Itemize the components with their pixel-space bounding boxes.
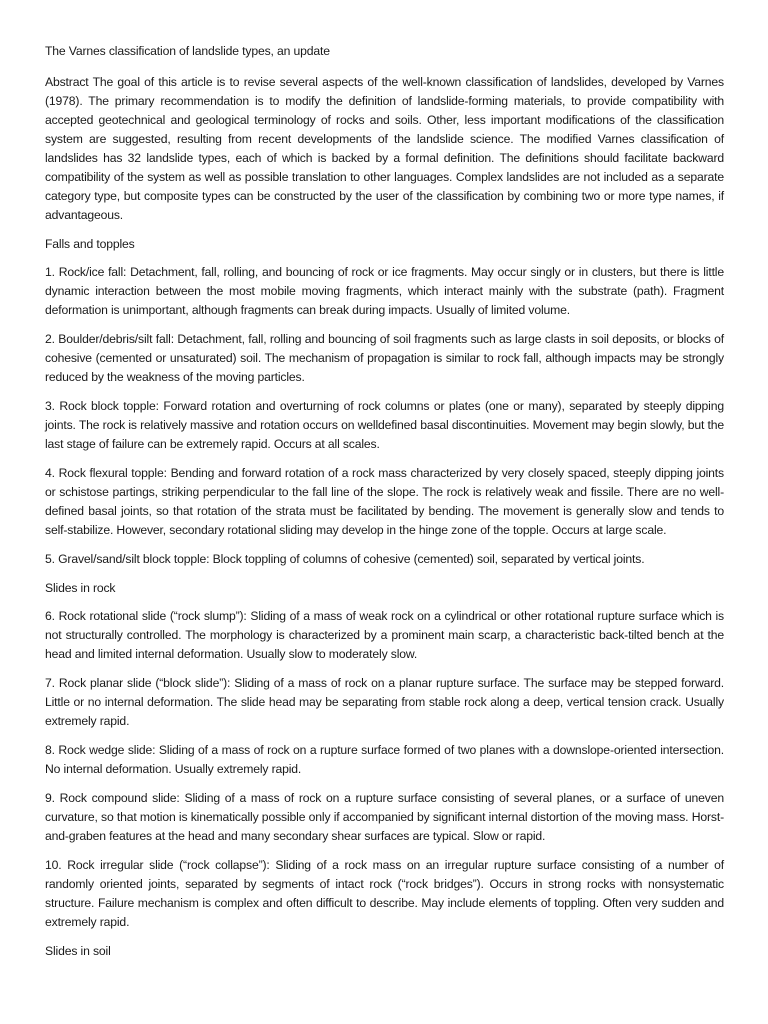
list-item: 4. Rock flexural topple: Bending and forward rotation of a rock mass characterized by very closely spaced, steeply dipping joints or schistose partings, striking perpendicular to the fall line of the slope. The rock is relatively weak and fissile. There are no well-defined basal joints, so that rotation of the strata must be facilitated by bending. The movement is generally slow and tends to self-stabilize. However, secondary rotational sliding may develop in the hinge zone of the topple. Occurs at large scale.: [45, 466, 724, 537]
document-page: [45, 42, 724, 970]
list-item: 1. Rock/ice fall: Detachment, fall, rolling, and bouncing of rock or ice fragments. May occur singly or in clusters, but there is little dynamic interaction between the most mobile moving fragments, which interact mainly with the substrate (path). Fragment deformation is unimportant, although fragments can break during impacts. Usually of limited volume.: [45, 265, 724, 317]
list-item: 9. Rock compound slide: Sliding of a mass of rock on a rupture surface consisting of several planes, or a surface of uneven curvature, so that motion is kinematically possible only if accompanied by significant internal distortion of the moving mass. Horst-and-graben features at the head and many secondary shear surfaces are typical. Slow or rapid.: [45, 791, 724, 843]
list-item: 3. Rock block topple: Forward rotation and overturning of rock columns or plates (one or many), separated by steeply dipping joints. The rock is relatively massive and rotation occurs on welldefined basal discontinuities. Movement may begin slowly, but the last stage of failure can be extremely rapid. Occurs at all scales.: [45, 399, 724, 451]
section-heading-slides-in-rock: Slides in rock: [45, 581, 116, 595]
list-item: 6. Rock rotational slide (“rock slump”): Sliding of a mass of weak rock on a cylindrical or other rotational rupture surface which is not structurally controlled. The morphology is characterized by a prominent main scarp, a characteristic back-tilted bench at the head and limited internal deformation. Usually slow to moderately slow.: [45, 609, 724, 661]
section-heading-falls-and-topples: Falls and topples: [45, 237, 135, 251]
document-title: The Varnes classification of landslide types, an update: [45, 44, 330, 58]
list-item: 7. Rock planar slide (“block slide”): Sliding of a mass of rock on a planar rupture surface. The surface may be stepped forward. Little or no internal deformation. The slide head may be separating from stable rock along a deep, vertical tension crack. Usually extremely rapid.: [45, 676, 724, 728]
list-item: 10. Rock irregular slide (“rock collapse”): Sliding of a rock mass on an irregular rupture surface consisting of a number of randomly oriented joints, separated by segments of intact rock (“rock bridges”). Occurs in strong rocks with nonsystematic structure. Failure mechanism is complex and often difficult to describe. May include elements of toppling. Often very sudden and extremely rapid.: [45, 858, 724, 929]
list-item: 8. Rock wedge slide: Sliding of a mass of rock on a rupture surface formed of two planes with a downslope-oriented intersection. No internal deformation. Usually extremely rapid.: [45, 743, 724, 776]
list-item: 2. Boulder/debris/silt fall: Detachment, fall, rolling and bouncing of soil fragments such as large clasts in soil deposits, or blocks of cohesive (cemented or unsaturated) soil. The mechanism of propagation is similar to rock fall, although impacts may be strongly reduced by the weakness of the moving particles.: [45, 332, 724, 384]
section-heading-slides-in-soil: Slides in soil: [45, 944, 111, 958]
abstract-paragraph: Abstract The goal of this article is to revise several aspects of the well-known classification of landslides, developed by Varnes (1978). The primary recommendation is to modify the definition of landslide-forming materials, to provide compatibility with accepted geotechnical and geological terminology of rocks and soils. Other, less important modifications of the classification system are suggested, resulting from recent developments of the landslide science. The modified Varnes classification of landslides has 32 landslide types, each of which is backed by a formal definition. The definitions should facilitate backward compatibility of the system as well as possible translation to other languages. Complex landslides are not included as a separate category type, but composite types can be constructed by the user of the classification by combining two or more type names, if advantageous.: [45, 75, 724, 222]
list-item: 5. Gravel/sand/silt block topple: Block toppling of columns of cohesive (cemented) soil, separated by vertical joints.: [45, 552, 645, 566]
